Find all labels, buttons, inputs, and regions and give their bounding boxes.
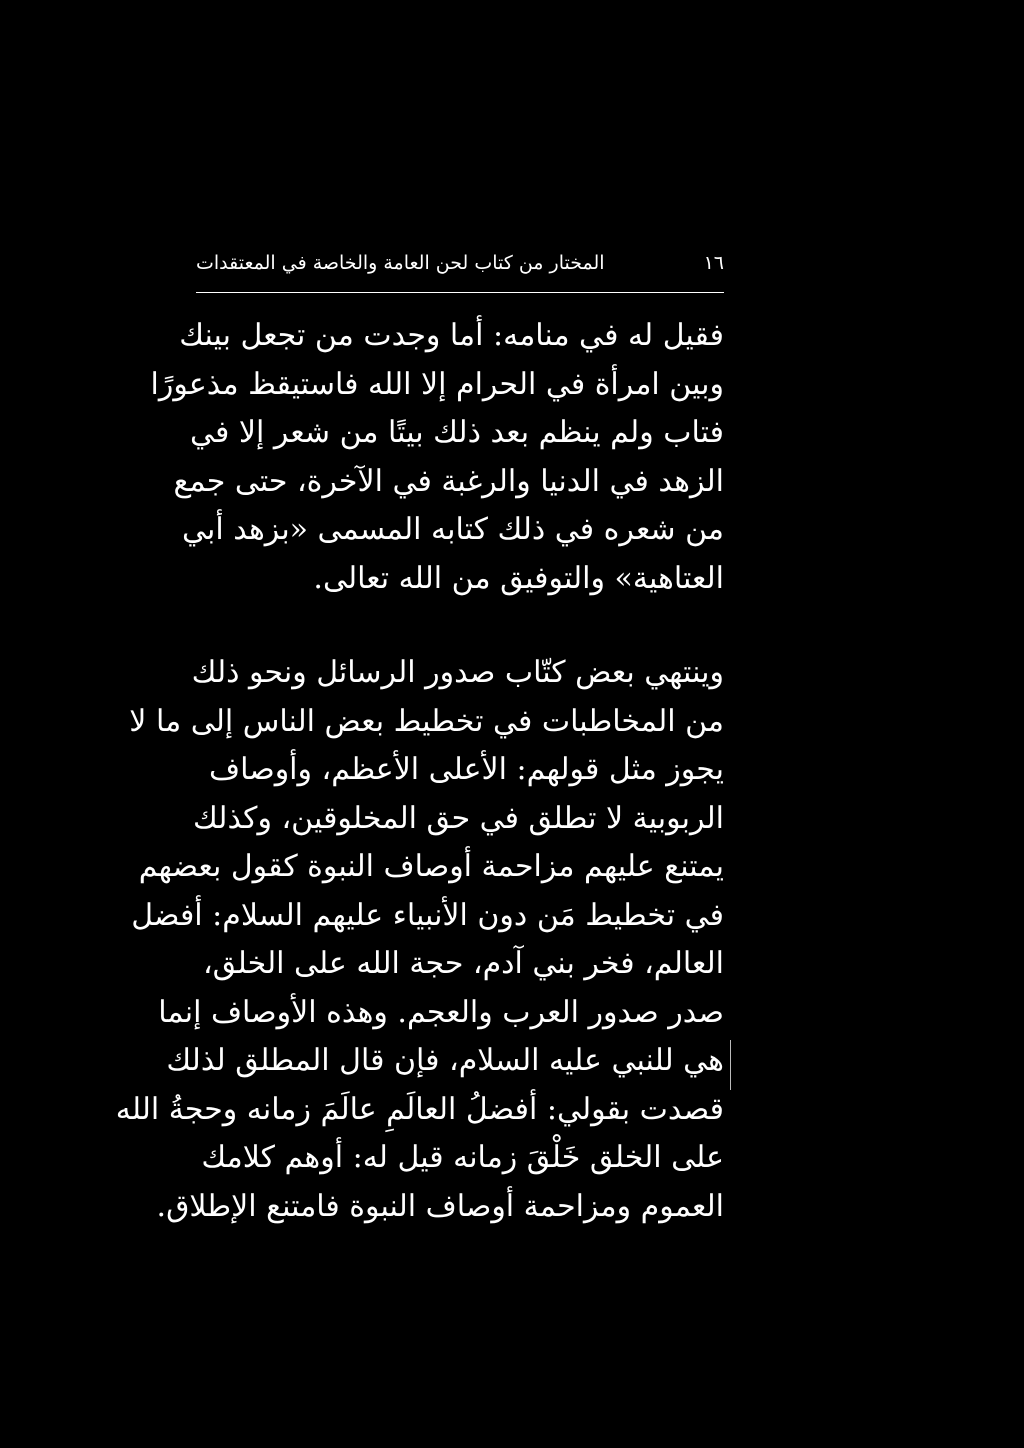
text-line: يمتنع عليهم مزاحمة أوصاف النبوة كقول بعضهم: [138, 849, 724, 884]
scan-edge-mark: [730, 1040, 731, 1090]
text-line: العموم ومزاحمة أوصاف النبوة فامتنع الإطلاق.: [156, 1188, 724, 1224]
text-line: على الخلق خَلْقَ زمانه قيل له: أوهم كلامك: [201, 1140, 724, 1175]
paragraph: [115, 649, 724, 1231]
text-line: يجوز مثل قولهم: الأعلى الأعظم، وأوصاف: [208, 752, 724, 787]
paragraph: [150, 312, 724, 603]
page-header: [196, 252, 724, 286]
text-line: من شعره في ذلك كتابه المسمى «بزهد أبي: [181, 512, 724, 547]
text-line: العالم، فخر بني آدم، حجة الله على الخلق،: [202, 946, 724, 981]
text-line: صدر صدور العرب والعجم. وهذه الأوصاف إنما: [158, 994, 724, 1030]
text-line: فتاب ولم ينظم بعد ذلك بيتًا من شعر إلا في: [190, 415, 724, 450]
running-title: المختار من كتاب لحن العامة والخاصة في المعتقدات: [196, 252, 605, 274]
text-line: وبين امرأة في الحرام إلا الله فاستيقظ مذعورًا: [150, 366, 724, 402]
text-line: من المخاطبات في تخطيط بعض الناس إلى ما لا: [129, 703, 724, 739]
body-text: [115, 312, 724, 1231]
text-line: الربوبية لا تطلق في حق المخلوقين، وكذلك: [193, 800, 724, 836]
text-line: الزهد في الدنيا والرغبة في الآخرة، حتى جمع: [173, 463, 724, 499]
header-divider: [196, 292, 724, 293]
paragraph-spacer: [196, 603, 724, 649]
text-line: وينتهي بعض كتّاب صدور الرسائل ونحو ذلك: [191, 655, 724, 690]
text-line: في تخطيط مَن دون الأنبياء عليهم السلام: أفضل: [131, 897, 724, 933]
text-line: فقيل له في منامه: أما وجدت من تجعل بينك: [179, 318, 724, 353]
text-line: قصدت بقولي: أفضلُ العالَمِ عالَمَ زمانه وحجةُ الله: [115, 1091, 724, 1127]
page-number: ١٦: [703, 252, 724, 274]
text-line: هي للنبي عليه السلام، فإن قال المطلق لذلك: [166, 1043, 724, 1078]
text-line: العتاهية» والتوفيق من الله تعالى.: [313, 560, 724, 596]
